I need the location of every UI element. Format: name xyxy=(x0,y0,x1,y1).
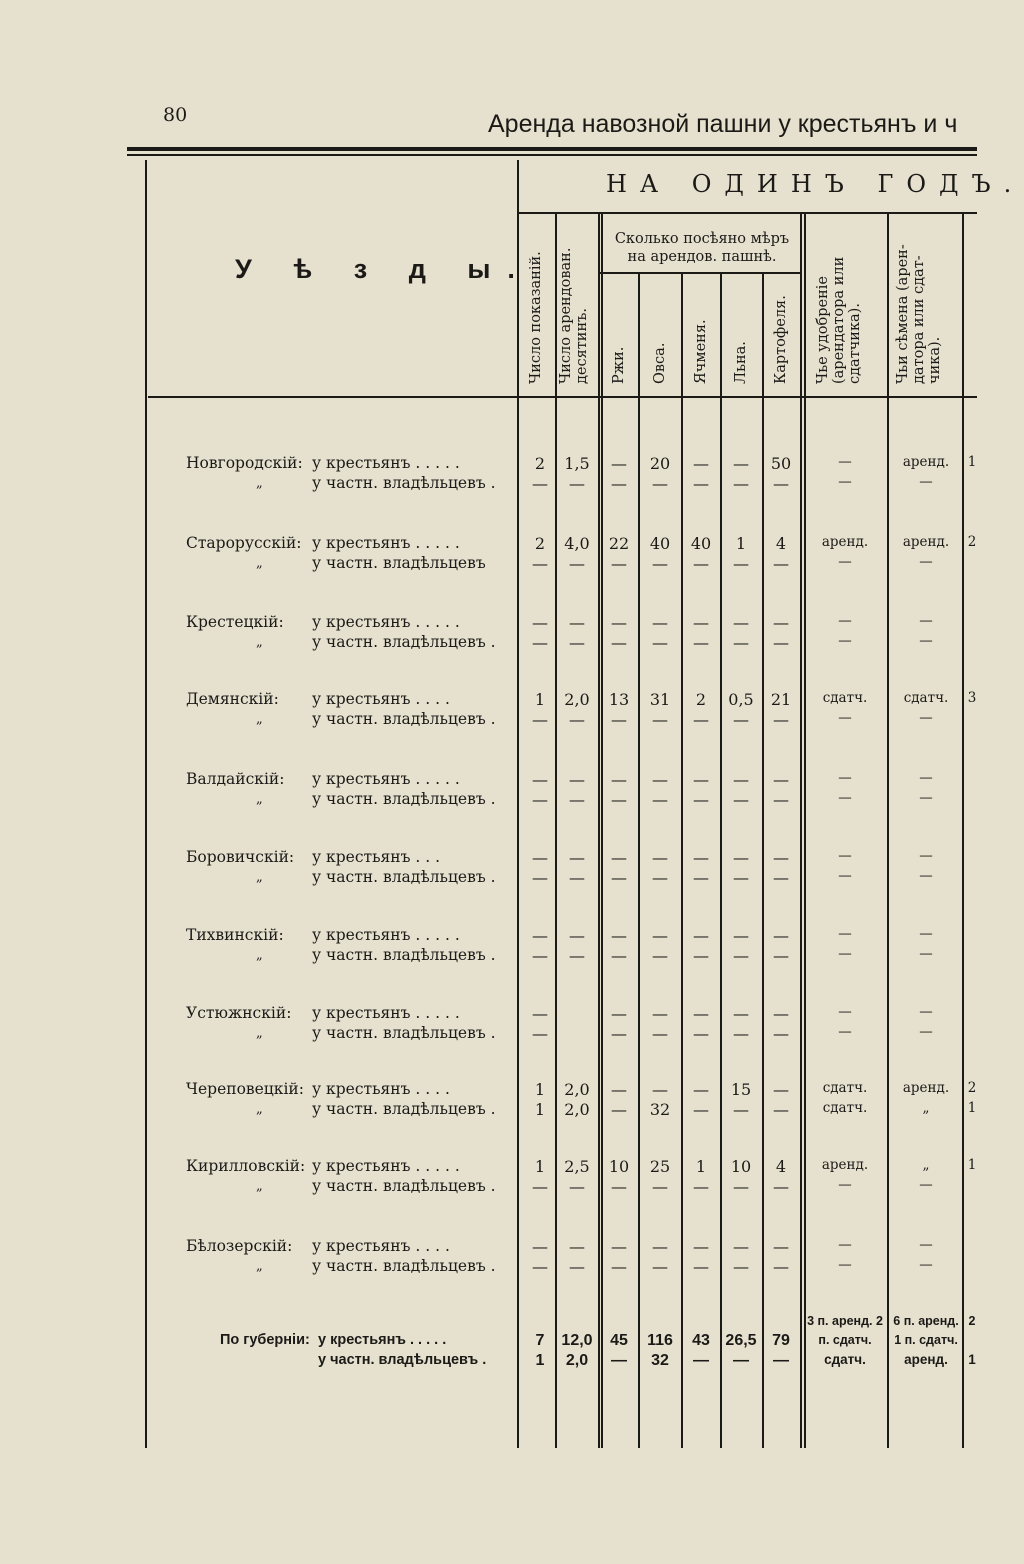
table-cell: — xyxy=(611,1257,627,1276)
table-cell: 26,5 xyxy=(725,1332,757,1349)
table-cell: — xyxy=(773,1352,789,1369)
table-cell: — xyxy=(611,790,627,809)
ditto-mark: „ xyxy=(256,1259,263,1274)
left-table-border xyxy=(145,160,147,1448)
table-cell: — xyxy=(693,613,709,632)
table-cell: — xyxy=(693,926,709,945)
table-cell: 1 xyxy=(967,1100,977,1116)
table-cell: 21 xyxy=(770,690,792,709)
table-cell: 1 xyxy=(967,454,977,470)
period-header-rule xyxy=(517,212,977,214)
table-cell: — xyxy=(532,926,548,945)
table-cell: — xyxy=(532,790,548,809)
table-cell: 1 xyxy=(534,1157,546,1176)
ditto-mark: „ xyxy=(256,1179,263,1194)
table-cell: — xyxy=(652,633,668,652)
table-cell: — xyxy=(652,1024,668,1043)
ditto-mark: „ xyxy=(256,556,263,571)
table-cell: — xyxy=(652,554,668,573)
table-cell: — xyxy=(569,790,585,809)
table-cell: — xyxy=(611,454,627,473)
table-cell: — xyxy=(773,1257,789,1276)
table-cell: аренд. xyxy=(821,1157,869,1173)
table-cell: — xyxy=(611,1100,627,1119)
table-cell: 2,0 xyxy=(564,690,590,709)
table-cell: 1 xyxy=(968,1352,976,1367)
table-cell: 2,0 xyxy=(564,1100,590,1119)
district-column-border xyxy=(517,160,519,1448)
table-cell: — xyxy=(919,474,933,490)
table-cell: 1 xyxy=(735,534,747,553)
table-cell: — xyxy=(611,946,627,965)
table-cell: — xyxy=(919,633,933,649)
table-cell: — xyxy=(532,1004,548,1023)
table-cell: — xyxy=(773,770,789,789)
table-cell: — xyxy=(652,474,668,493)
owner-type: у частн. владѣльцевъ . xyxy=(312,1177,496,1195)
col-header-fertilizer: Чье удобреніе (арендатора или сдатчика). xyxy=(815,256,863,384)
owner-type: у крестьянъ . . . . . xyxy=(312,770,460,788)
table-cell: — xyxy=(838,1004,852,1020)
table-cell: 10 xyxy=(608,1157,630,1176)
table-cell: — xyxy=(532,1024,548,1043)
table-cell: — xyxy=(733,1177,749,1196)
table-cell: — xyxy=(919,848,933,864)
table-cell: 12,0 xyxy=(561,1332,593,1349)
table-cell: — xyxy=(733,868,749,887)
table-cell: — xyxy=(693,1257,709,1276)
owner-type: у крестьянъ . . . . xyxy=(312,690,450,708)
district-header: У ѣ з д ы. xyxy=(235,254,532,284)
table-cell: — xyxy=(611,1352,627,1369)
table-cell: — xyxy=(693,1100,709,1119)
table-cell: — xyxy=(693,770,709,789)
table-cell: — xyxy=(838,474,852,490)
table-cell: 116 xyxy=(647,1332,673,1349)
table-cell: — xyxy=(733,633,749,652)
table-cell: 1 xyxy=(695,1157,707,1176)
table-cell: — xyxy=(919,1004,933,1020)
table-cell: — xyxy=(919,1024,933,1040)
col-sep-8 xyxy=(887,212,889,1448)
table-cell: — xyxy=(652,1257,668,1276)
table-cell: 1 xyxy=(534,690,546,709)
table-cell: 1 xyxy=(534,1100,546,1119)
table-cell: „ xyxy=(922,1100,930,1116)
table-cell: — xyxy=(569,926,585,945)
table-cell: — xyxy=(532,770,548,789)
table-cell: — xyxy=(569,868,585,887)
table-cell: — xyxy=(652,1004,668,1023)
table-cell: — xyxy=(773,613,789,632)
table-cell: 2,5 xyxy=(564,1157,590,1176)
table-cell: 2 xyxy=(968,1314,976,1328)
table-cell: — xyxy=(693,1080,709,1099)
table-cell: — xyxy=(838,710,852,726)
table-cell: — xyxy=(919,710,933,726)
owner-type: у крестьянъ . . . . . xyxy=(312,454,460,472)
table-cell: — xyxy=(773,1024,789,1043)
table-cell: 2 xyxy=(967,1080,977,1096)
period-header: НА ОДИНЪ ГОДЪ. xyxy=(606,170,1024,198)
owner-type: у частн. владѣльцевъ . xyxy=(312,1100,496,1118)
top-thin-rule xyxy=(127,154,977,156)
table-cell: 3 xyxy=(967,690,977,706)
table-cell: — xyxy=(919,1257,933,1273)
district-name: Череповецкій: xyxy=(186,1080,304,1098)
table-cell: — xyxy=(693,1177,709,1196)
table-cell: — xyxy=(838,554,852,570)
table-cell: — xyxy=(733,790,749,809)
owner-type: у крестьянъ . . . . . xyxy=(312,613,460,631)
owner-type: у крестьянъ . . . . xyxy=(312,1237,450,1255)
table-cell: — xyxy=(773,848,789,867)
table-cell: — xyxy=(773,1237,789,1256)
table-cell: — xyxy=(773,790,789,809)
owner-type: у частн. владѣльцевъ . xyxy=(312,710,496,728)
table-cell: — xyxy=(652,613,668,632)
ditto-mark: „ xyxy=(256,1026,263,1041)
table-cell: „ xyxy=(922,1157,930,1173)
table-cell: — xyxy=(919,1237,933,1253)
table-cell: — xyxy=(532,613,548,632)
table-cell: — xyxy=(919,790,933,806)
table-cell: — xyxy=(611,868,627,887)
table-cell: — xyxy=(652,1237,668,1256)
table-cell: 2,0 xyxy=(564,1080,590,1099)
owner-type: у частн. владѣльцевъ . xyxy=(318,1352,487,1368)
table-cell: — xyxy=(611,1004,627,1023)
owner-type: у частн. владѣльцевъ . xyxy=(312,474,496,492)
table-cell: — xyxy=(733,454,749,473)
district-name: Демянскій: xyxy=(186,690,279,708)
table-cell: — xyxy=(611,848,627,867)
table-cell: — xyxy=(773,474,789,493)
table-cell: — xyxy=(532,1177,548,1196)
table-cell: — xyxy=(733,1100,749,1119)
table-cell: — xyxy=(569,633,585,652)
table-cell: — xyxy=(569,474,585,493)
table-cell: — xyxy=(733,1257,749,1276)
table-cell: — xyxy=(611,926,627,945)
district-name: Новгородскій: xyxy=(186,454,303,472)
table-cell: — xyxy=(838,613,852,629)
table-cell: аренд. xyxy=(902,454,950,470)
owner-type: у частн. владѣльцевъ . xyxy=(312,1257,496,1275)
table-cell: аренд. xyxy=(902,1080,950,1096)
table-cell: — xyxy=(693,474,709,493)
col-sep-3 xyxy=(638,272,640,1448)
table-cell: — xyxy=(693,710,709,729)
table-cell: — xyxy=(652,770,668,789)
table-cell: — xyxy=(773,633,789,652)
table-cell: — xyxy=(693,1352,709,1369)
table-cell: — xyxy=(532,710,548,729)
table-cell: — xyxy=(611,633,627,652)
table-cell: — xyxy=(693,946,709,965)
table-cell: — xyxy=(773,868,789,887)
table-cell: 13 xyxy=(608,690,630,709)
table-cell: — xyxy=(569,770,585,789)
col-header-oats: Овса. xyxy=(652,342,668,384)
table-cell: — xyxy=(532,474,548,493)
table-cell: — xyxy=(532,946,548,965)
col-header-seeds: Чьи сѣмена (арен-датора или сдат-чика). xyxy=(895,244,943,384)
table-cell: — xyxy=(919,946,933,962)
table-cell: — xyxy=(569,1237,585,1256)
owner-type: у крестьянъ . . . . . xyxy=(312,926,460,944)
district-name: Тихвинскій: xyxy=(186,926,284,944)
col-sep-9 xyxy=(962,212,964,1448)
table-cell: — xyxy=(569,848,585,867)
table-cell: — xyxy=(838,454,852,470)
table-cell: — xyxy=(569,710,585,729)
table-cell: — xyxy=(693,554,709,573)
table-cell: — xyxy=(611,554,627,573)
table-cell: — xyxy=(569,613,585,632)
table-cell: — xyxy=(838,770,852,786)
table-cell: 4 xyxy=(775,534,787,553)
table-cell: — xyxy=(773,710,789,729)
table-cell: — xyxy=(611,1080,627,1099)
table-cell: 2 xyxy=(534,454,546,473)
owner-type: у частн. владѣльцевъ xyxy=(312,554,486,572)
table-cell: — xyxy=(532,554,548,573)
table-cell: — xyxy=(919,554,933,570)
owner-type: у крестьянъ . . . . . xyxy=(312,1004,460,1022)
table-cell: — xyxy=(733,1237,749,1256)
ditto-mark: „ xyxy=(256,476,263,491)
sown-group-header: Сколько посѣяно мѣръ на арендов. пашнѣ. xyxy=(614,231,790,265)
table-cell: — xyxy=(773,1080,789,1099)
table-cell: — xyxy=(652,926,668,945)
table-cell: 0,5 xyxy=(728,690,754,709)
table-cell: — xyxy=(733,1024,749,1043)
owner-type: у крестьянъ . . . xyxy=(312,848,441,866)
table-cell: — xyxy=(733,613,749,632)
district-name: Крестецкій: xyxy=(186,613,284,631)
owner-type: у крестьянъ . . . . . xyxy=(312,534,460,552)
table-cell: 4 xyxy=(775,1157,787,1176)
table-cell: — xyxy=(693,790,709,809)
table-cell: — xyxy=(532,633,548,652)
header-bottom-rule xyxy=(148,396,977,398)
table-cell: — xyxy=(693,1237,709,1256)
table-cell: 2 xyxy=(534,534,546,553)
table-cell: — xyxy=(611,613,627,632)
table-cell: — xyxy=(919,1177,933,1193)
table-cell: — xyxy=(773,1100,789,1119)
table-cell: — xyxy=(773,1177,789,1196)
owner-type: у частн. владѣльцевъ . xyxy=(312,868,496,886)
table-cell: — xyxy=(838,633,852,649)
table-cell: — xyxy=(773,946,789,965)
table-cell: 2 xyxy=(695,690,707,709)
table-cell: — xyxy=(838,1177,852,1193)
table-cell: 2 xyxy=(967,534,977,550)
total-label: По губерніи: xyxy=(220,1332,310,1348)
table-cell: — xyxy=(773,554,789,573)
table-cell: аренд. xyxy=(821,534,869,550)
owner-type: у частн. владѣльцевъ . xyxy=(312,633,496,651)
ditto-mark: „ xyxy=(256,948,263,963)
table-cell: — xyxy=(532,848,548,867)
table-cell: — xyxy=(693,848,709,867)
col-header-barley: Ячменя. xyxy=(693,319,709,384)
owner-type: у крестьянъ . . . . xyxy=(312,1080,450,1098)
table-cell: — xyxy=(838,868,852,884)
table-cell: — xyxy=(532,868,548,887)
table-cell: 79 xyxy=(772,1332,790,1349)
table-cell: — xyxy=(532,1257,548,1276)
table-cell: — xyxy=(693,1024,709,1043)
table-cell: — xyxy=(652,946,668,965)
top-thick-rule xyxy=(127,147,977,151)
table-cell: 7 xyxy=(535,1332,545,1349)
table-cell: 22 xyxy=(608,534,630,553)
page-number: 80 xyxy=(163,104,188,126)
table-cell: — xyxy=(569,1257,585,1276)
table-cell: 50 xyxy=(770,454,792,473)
table-cell: — xyxy=(569,946,585,965)
owner-type: у частн. владѣльцевъ . xyxy=(312,946,496,964)
owner-type: у частн. владѣльцевъ . xyxy=(312,790,496,808)
table-cell: — xyxy=(733,710,749,729)
table-cell: — xyxy=(611,710,627,729)
table-cell: 4,0 xyxy=(564,534,590,553)
table-cell: — xyxy=(693,868,709,887)
col-sep-2 xyxy=(598,212,600,1448)
table-cell: — xyxy=(773,926,789,945)
table-cell: — xyxy=(569,1177,585,1196)
table-cell: 10 xyxy=(730,1157,752,1176)
table-cell: сдатч. xyxy=(903,690,949,706)
table-cell: 6 п. аренд. 1 п. сдатч. xyxy=(893,1314,959,1347)
ditto-mark: „ xyxy=(256,712,263,727)
col-sep-7 xyxy=(800,212,802,1448)
table-cell: — xyxy=(733,926,749,945)
table-cell: 15 xyxy=(730,1080,752,1099)
ditto-mark: „ xyxy=(256,1102,263,1117)
owner-type: у частн. владѣльцевъ . xyxy=(312,1024,496,1042)
table-cell: — xyxy=(838,926,852,942)
table-cell: — xyxy=(919,770,933,786)
district-name: Валдайскій: xyxy=(186,770,285,788)
table-cell: — xyxy=(652,710,668,729)
table-cell: — xyxy=(733,1004,749,1023)
table-cell: — xyxy=(693,1004,709,1023)
table-cell: 40 xyxy=(690,534,712,553)
district-name: Устюжнскій: xyxy=(186,1004,292,1022)
table-cell: 32 xyxy=(651,1352,669,1369)
col-header-reports: Число показаній. xyxy=(528,251,544,384)
table-cell: — xyxy=(611,1024,627,1043)
table-cell: — xyxy=(733,770,749,789)
table-cell: 2,0 xyxy=(565,1352,589,1369)
sown-group-rule xyxy=(600,272,800,274)
col-header-potatoes: Картофеля. xyxy=(773,295,789,384)
table-cell: — xyxy=(919,926,933,942)
table-cell: 40 xyxy=(649,534,671,553)
district-name: Кирилловскій: xyxy=(186,1157,306,1175)
table-cell: — xyxy=(838,790,852,806)
table-cell: сдатч. xyxy=(824,1352,866,1367)
col-header-flax: Льна. xyxy=(733,341,749,384)
table-cell: — xyxy=(652,1177,668,1196)
table-cell: — xyxy=(611,770,627,789)
table-cell: — xyxy=(733,848,749,867)
header-title: Аренда навозной пашни у крестьянъ и ч xyxy=(488,110,958,138)
table-cell: — xyxy=(733,1352,749,1369)
district-name: Бѣлозерскій: xyxy=(186,1237,293,1255)
owner-type: у крестьянъ . . . . . xyxy=(312,1157,460,1175)
col-header-rented-desyatins: Число арендован. десятинъ. xyxy=(558,247,590,384)
table-cell: 1,5 xyxy=(564,454,590,473)
table-cell: — xyxy=(919,868,933,884)
ditto-mark: „ xyxy=(256,870,263,885)
table-cell: — xyxy=(919,613,933,629)
table-cell: сдатч. xyxy=(822,690,868,706)
table-cell: — xyxy=(652,790,668,809)
table-cell: — xyxy=(611,1237,627,1256)
table-cell: — xyxy=(652,1080,668,1099)
ditto-mark: „ xyxy=(256,792,263,807)
ditto-mark: „ xyxy=(256,635,263,650)
table-cell: — xyxy=(838,946,852,962)
table-cell: — xyxy=(652,868,668,887)
table-cell: 1 xyxy=(967,1157,977,1173)
table-cell: — xyxy=(733,554,749,573)
table-cell: — xyxy=(838,1024,852,1040)
table-cell: — xyxy=(838,1257,852,1273)
table-cell: — xyxy=(611,474,627,493)
table-cell: аренд. xyxy=(904,1352,948,1367)
table-cell: — xyxy=(693,633,709,652)
table-cell: — xyxy=(693,454,709,473)
table-cell: 25 xyxy=(649,1157,671,1176)
table-cell: — xyxy=(652,848,668,867)
table-cell: 1 xyxy=(535,1352,545,1369)
col-header-rye: Ржи. xyxy=(611,346,627,384)
table-cell: 1 xyxy=(534,1080,546,1099)
table-cell: сдатч. xyxy=(822,1100,868,1116)
table-cell: 45 xyxy=(610,1332,628,1349)
table-cell: — xyxy=(532,1237,548,1256)
table-cell: аренд. xyxy=(902,534,950,550)
table-cell: 43 xyxy=(692,1332,710,1349)
table-cell: — xyxy=(838,1237,852,1253)
table-cell: — xyxy=(838,848,852,864)
table-cell: — xyxy=(773,1004,789,1023)
table-cell: — xyxy=(733,474,749,493)
table-cell: 20 xyxy=(649,454,671,473)
table-cell: — xyxy=(611,1177,627,1196)
table-cell: сдатч. xyxy=(822,1080,868,1096)
table-cell: — xyxy=(733,946,749,965)
district-name: Боровичскій: xyxy=(186,848,295,866)
district-name: Старорусскій: xyxy=(186,534,302,552)
table-cell: 32 xyxy=(649,1100,671,1119)
table-cell: — xyxy=(569,554,585,573)
table-cell: 3 п. аренд. 2 п. сдатч. xyxy=(807,1314,883,1347)
owner-type: у крестьянъ . . . . . xyxy=(318,1332,447,1348)
table-cell: 31 xyxy=(649,690,671,709)
